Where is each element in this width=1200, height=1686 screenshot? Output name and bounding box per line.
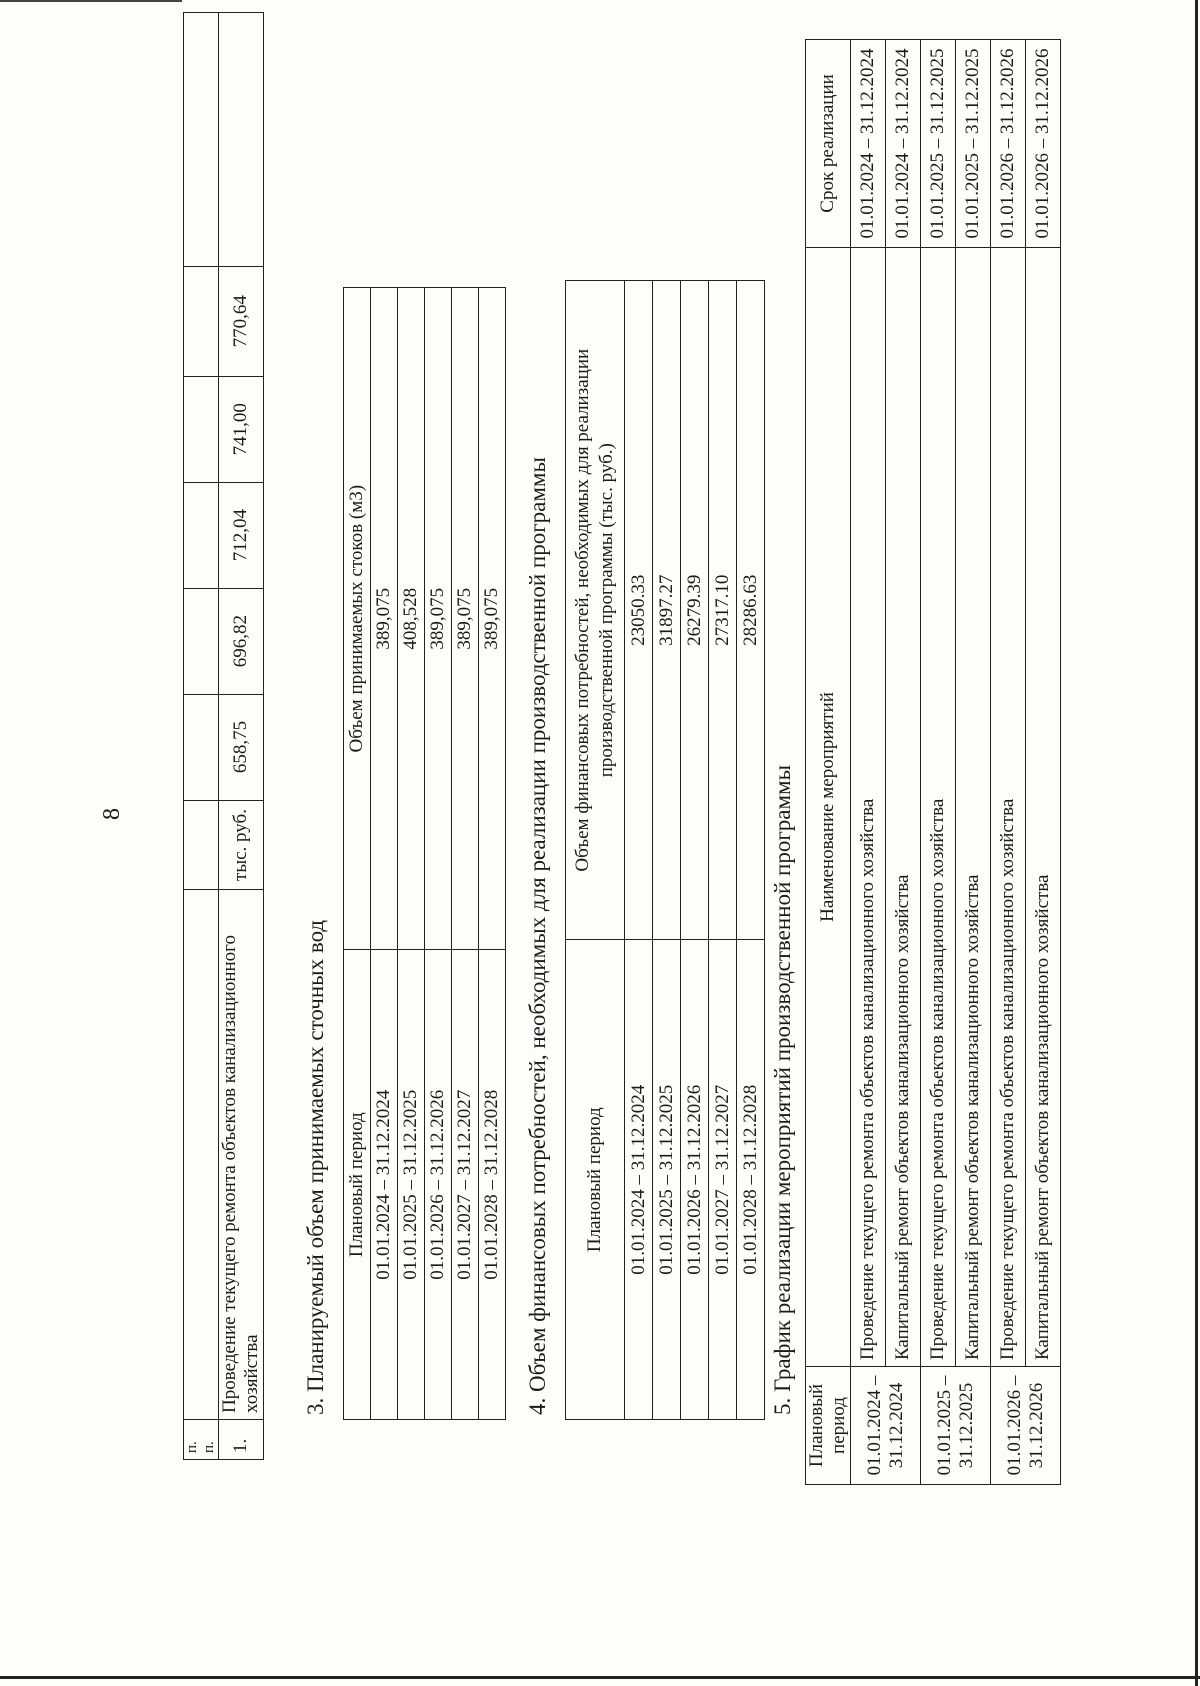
- period-cell: 01.01.2026 – 31.12.2026: [681, 940, 709, 1420]
- term-cell: 01.01.2025 – 31.12.2025: [921, 40, 956, 248]
- table-header-row: [344, 288, 371, 1420]
- period-cell: 01.01.2026 – 31.12.2026: [425, 950, 452, 1420]
- term-cell: 01.01.2025 – 31.12.2025: [956, 40, 991, 248]
- table-row: [398, 288, 425, 1420]
- header-cell: [184, 376, 219, 482]
- value-cell: 770,64: [219, 266, 264, 376]
- section-3-title: 3. Планируемый объем принимаемых сточных вод: [303, 919, 328, 1415]
- column-header: Объем финансовых потребностей, необходимых для реализации производственной программы (тыс. руб.): [566, 281, 625, 940]
- period-cell: 01.01.2028 – 31.12.2028: [737, 940, 765, 1420]
- table-header-row: [806, 40, 851, 1485]
- value-cell: 408,528: [398, 288, 425, 950]
- scan-edge-bottom: [0, 1676, 1200, 1679]
- table-row: [219, 13, 264, 1460]
- row-name: Проведение текущего ремонта объектов канализационного хозяйства: [219, 890, 264, 1420]
- activity-cell: Капитальный ремонт объектов канализационного хозяйства: [886, 247, 921, 1366]
- column-header: Объем принимаемых стоков (м3): [344, 288, 371, 950]
- table-row: [886, 40, 921, 1485]
- term-cell: 01.01.2024 – 31.12.2024: [851, 40, 886, 248]
- value-cell: 31897.27: [653, 281, 681, 940]
- table-row: [851, 40, 886, 1485]
- table-row: [625, 281, 653, 1420]
- column-header: Плановый период: [344, 950, 371, 1420]
- value-cell: 389,075: [452, 288, 479, 950]
- header-num: п. п.: [184, 1420, 219, 1460]
- section-5-title: 5. График реализации мероприятий производственной программы: [770, 764, 795, 1415]
- table-row: [956, 40, 991, 1485]
- period-cell: 01.01.2026 – 31.12.2026: [991, 1367, 1061, 1485]
- header-cell: [184, 266, 219, 376]
- table-row: [709, 281, 737, 1420]
- activity-cell: Капитальный ремонт объектов канализационного хозяйства: [956, 247, 991, 1366]
- row-unit: тыс. руб.: [219, 800, 264, 890]
- period-cell: 01.01.2025 – 31.12.2025: [653, 940, 681, 1420]
- period-cell: 01.01.2024 – 31.12.2024: [625, 940, 653, 1420]
- value-cell: 389,075: [371, 288, 398, 950]
- header-cell: [184, 800, 219, 890]
- activity-cell: Проведение текущего ремонта объектов канализационного хозяйства: [921, 247, 956, 1366]
- table-row: [371, 288, 398, 1420]
- term-cell: 01.01.2026 – 31.12.2026: [1026, 40, 1061, 248]
- value-cell: 658,75: [219, 694, 264, 800]
- value-cell: 389,075: [479, 288, 506, 950]
- term-cell: 01.01.2026 – 31.12.2026: [991, 40, 1026, 248]
- table-row: [479, 288, 506, 1420]
- period-cell: 01.01.2025 – 31.12.2025: [398, 950, 425, 1420]
- value-cell: 389,075: [425, 288, 452, 950]
- empty-cell: [219, 13, 264, 267]
- table-row: [1026, 40, 1061, 1485]
- value-cell: 696,82: [219, 588, 264, 694]
- column-header: Плановый период: [806, 1367, 851, 1485]
- column-header: Срок реализации: [806, 40, 851, 248]
- column-header: Наименование мероприятий: [806, 247, 851, 1366]
- table-row: [452, 288, 479, 1420]
- scan-edge-right: [1195, 0, 1198, 1686]
- period-cell: 01.01.2027 – 31.12.2027: [452, 950, 479, 1420]
- table-row: [184, 13, 219, 1460]
- table-row: [737, 281, 765, 1420]
- financial-needs-table: [565, 280, 765, 1420]
- table-header-row: [566, 281, 625, 1420]
- rotated-page: [25, 10, 1135, 1600]
- column-header: Плановый период: [566, 940, 625, 1420]
- table-row: [653, 281, 681, 1420]
- period-cell: 01.01.2025 – 31.12.2025: [921, 1367, 991, 1485]
- term-cell: 01.01.2024 – 31.12.2024: [886, 40, 921, 248]
- header-cell: [184, 482, 219, 588]
- header-cell: [184, 694, 219, 800]
- page-number: 8: [99, 808, 125, 820]
- value-cell: 27317.10: [709, 281, 737, 940]
- value-cell: 741,00: [219, 376, 264, 482]
- scan-edge-top: [0, 0, 182, 2]
- section-4-title: 4. Объем финансовых потребностей, необходимых для реализации производственной программы: [525, 457, 550, 1415]
- value-cell: 26279.39: [681, 281, 709, 940]
- value-cell: 712,04: [219, 482, 264, 588]
- period-cell: 01.01.2028 – 31.12.2028: [479, 950, 506, 1420]
- activity-cell: Капитальный ремонт объектов канализационного хозяйства: [1026, 247, 1061, 1366]
- table-row: [991, 40, 1026, 1485]
- header-cell: [184, 13, 219, 267]
- row-num: 1.: [219, 1420, 264, 1460]
- schedule-table: [805, 39, 1061, 1485]
- table-row: [921, 40, 956, 1485]
- header-cell: [184, 890, 219, 1420]
- activity-cell: Проведение текущего ремонта объектов канализационного хозяйства: [991, 247, 1026, 1366]
- header-cell: [184, 588, 219, 694]
- period-cell: 01.01.2024 – 31.12.2024: [371, 950, 398, 1420]
- value-cell: 28286.63: [737, 281, 765, 940]
- repair-costs-table: [183, 12, 264, 1460]
- period-cell: 01.01.2024 – 31.12.2024: [851, 1367, 921, 1485]
- table-row: [425, 288, 452, 1420]
- value-cell: 23050.33: [625, 281, 653, 940]
- activity-cell: Проведение текущего ремонта объектов канализационного хозяйства: [851, 247, 886, 1366]
- wastewater-volume-table: [343, 287, 506, 1420]
- table-row: [681, 281, 709, 1420]
- period-cell: 01.01.2027 – 31.12.2027: [709, 940, 737, 1420]
